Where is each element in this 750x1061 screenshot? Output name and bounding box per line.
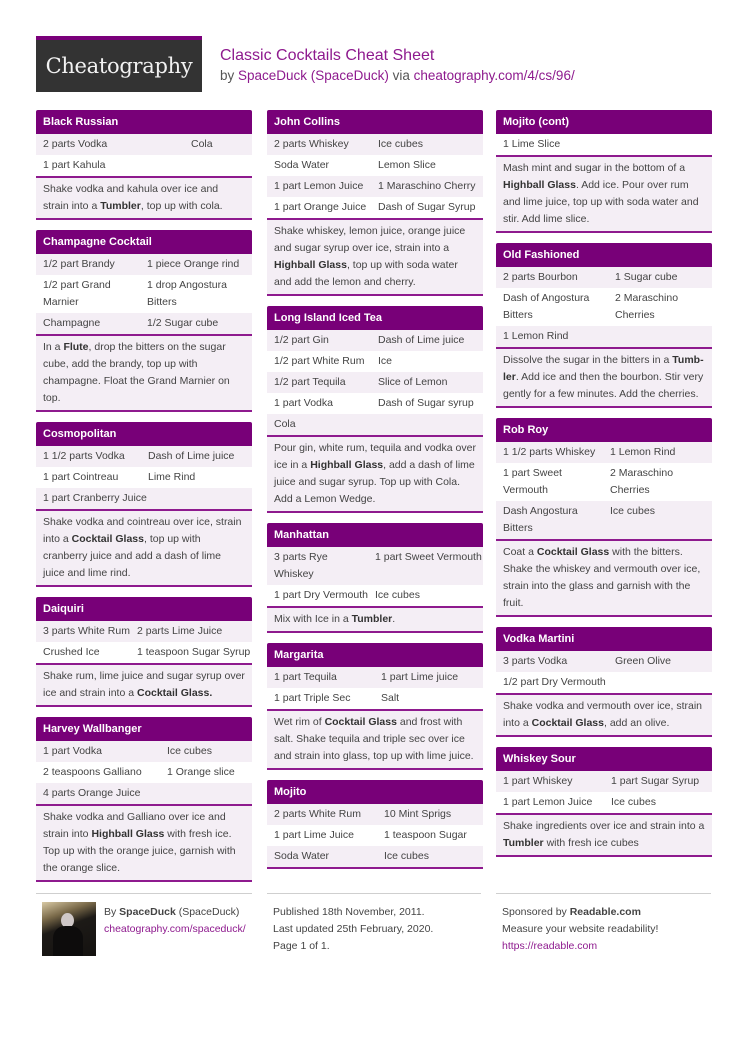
ingredient-row (36, 275, 252, 313)
section-title: Harvey Wallbanger (36, 717, 252, 741)
instruction-text: Shake vodka and kahula over ice and strain into a (43, 183, 219, 212)
section-daiquiri (36, 597, 252, 707)
ingredient-cell: Lemon Slice (378, 159, 436, 171)
instructions (496, 541, 712, 617)
ingredient-row (36, 642, 252, 663)
instruction-text: , top up with cola. (140, 200, 223, 212)
instruction-text: . Add ice and then the bourbon. Stir very gently for a few minutes. Add the cherries. (503, 371, 704, 400)
sponsor-link[interactable]: https://readable.com (502, 940, 598, 952)
ingredient-cell: Cola (191, 138, 213, 150)
ingredient-table (496, 134, 712, 157)
instruction-text: In a (43, 341, 64, 353)
section-long-island-iced-tea (267, 306, 483, 513)
ingredient-row (496, 326, 712, 347)
footer-dates (267, 893, 481, 955)
title-block (220, 46, 575, 85)
section-rob-roy (496, 418, 712, 617)
ingredient-cell: Lime Rind (148, 471, 196, 483)
ingredient-cell: 1 part Lemon Juice (274, 180, 364, 192)
ingredient-cell: 10 Mint Sprigs (384, 808, 452, 820)
ingredient-row (267, 134, 483, 155)
ingredient-cell: 3 parts Vodka (503, 655, 568, 667)
section-vodka-martini (496, 627, 712, 737)
section-title: Cosmopolitan (36, 422, 252, 446)
author-name: SpaceDuck (119, 906, 176, 918)
ingredient-cell: Dash of Lime juice (378, 334, 465, 346)
ingredient-cell: Salt (381, 692, 400, 704)
instructions (496, 695, 712, 737)
sponsor-name: Readable.com (569, 906, 641, 918)
ingredient-row (496, 288, 712, 326)
ingredient-cell: Ice cubes (167, 745, 212, 757)
ingredient-cell: Ice cubes (610, 505, 655, 517)
instruction-text: . (392, 613, 396, 625)
ingredient-row (36, 446, 252, 467)
ingredient-table (267, 134, 483, 220)
section-title: John Collins (267, 110, 483, 134)
ingredient-cell: Crushed Ice (43, 646, 100, 658)
ingredient-row (36, 155, 252, 176)
ingredient-cell: 2 parts White Rum (274, 808, 361, 820)
ingredient-table (496, 651, 712, 695)
ingredient-cell: Dash of Sugar syrup (378, 397, 474, 409)
ingredient-table (36, 621, 252, 665)
ingredient-row (496, 463, 712, 501)
instruction-text: Dissolve the sugar in the bitters in a (503, 354, 673, 366)
ingredient-cell: 1 teaspoon Sugar (384, 829, 467, 841)
ingredient-cell: 1 Lemon Rind (610, 446, 676, 458)
glass-type: Highball Glass (91, 828, 165, 840)
instructions (267, 608, 483, 633)
section-black-russian (36, 110, 252, 220)
ingredient-cell: 1 part Sugar Syrup (611, 775, 700, 787)
ingredient-cell: 1/2 Sugar cube (147, 317, 219, 329)
ingredient-cell: 1 part Cointreau (43, 471, 119, 483)
instruction-text: , top up with soda water and add the lemon and cherry. (274, 259, 458, 288)
section-title: Mojito (267, 780, 483, 804)
instruction-text: Shake vodka and vermouth over ice, strain into a (503, 700, 703, 729)
glass-type: Tumbler (351, 613, 393, 625)
ingredient-cell: 1 part Orange Juice (274, 201, 367, 213)
ingredient-cell: 1 part Lime Juice (274, 829, 354, 841)
section-title: Daiquiri (36, 597, 252, 621)
section-cosmopolitan (36, 422, 252, 587)
instruction-text: Pour gin, white rum, tequila and vodka over ice in a (274, 442, 476, 471)
ingredient-cell: 1 part Sweet Vermouth (375, 551, 482, 563)
ingredient-table (267, 547, 483, 608)
ingredient-cell: Ice cubes (384, 850, 429, 862)
ingredient-row (36, 488, 252, 509)
instructions (36, 178, 252, 220)
ingredient-cell: 1 part Vodka (274, 397, 333, 409)
ingredient-cell: 1 1/2 parts Vodka (43, 450, 125, 462)
glass-type: Highball Glass (503, 179, 576, 191)
ingredient-cell: 1 part Cranberry Juice (43, 492, 147, 504)
ingredient-row (267, 176, 483, 197)
ingredient-cell: 1 part Kahula (43, 159, 106, 171)
ingredient-row (267, 351, 483, 372)
sheet-url-link[interactable]: cheatography.com/4/cs/96/ (413, 68, 575, 83)
published-date: Published 18th November, 2011. (273, 906, 425, 918)
ingredient-cell: 2 parts Lime Juice (137, 625, 223, 637)
ingredient-cell: 1/2 part White Rum (274, 355, 365, 367)
ingredient-row (36, 313, 252, 334)
instructions (496, 349, 712, 408)
section-margarita (267, 643, 483, 770)
page-title[interactable]: Classic Cocktails Cheat Sheet (220, 47, 435, 64)
ingredient-cell: 1 part Dry Vermouth (274, 589, 368, 601)
ingredient-cell: 1 part Sweet Vermouth (503, 467, 562, 496)
ingredient-row (496, 267, 712, 288)
updated-date: Last updated 25th February, 2020. (273, 923, 434, 935)
ingredient-cell: Soda Water (274, 850, 330, 862)
ingredient-table (267, 330, 483, 437)
via-text: via (388, 68, 414, 83)
ingredient-cell: 1 part Vodka (43, 745, 102, 757)
ingredient-row (267, 804, 483, 825)
glass-type: Cocktail Glass. (136, 687, 213, 699)
ingredient-cell: 3 parts White Rum (43, 625, 130, 637)
ingredient-cell: 1 teaspoon Sugar Syrup (137, 646, 251, 658)
logo-text: Cheatography (45, 54, 193, 78)
sponsor-prefix: Sponsored by (502, 906, 570, 918)
ingredient-cell: Champagne (43, 317, 101, 329)
glass-type: Cocktail Glass (536, 546, 610, 558)
ingredient-cell: Dash Angostura Bitters (503, 505, 578, 534)
author-suffix: (SpaceDuck) (175, 906, 240, 918)
instruction-text: , drop the bitters on the sugar cube, add the brandy, top up with champagne. Float the Grand Marnier on top. (43, 341, 230, 404)
author-line (104, 904, 252, 921)
instruction-text: with fresh ice. Top up with the orange juice, garnish with the orange slice. (43, 828, 236, 874)
ingredient-row (267, 197, 483, 218)
instruction-text: and frost with salt. Shake tequila and triple sec over ice and strain into glass, top up with lime juice. (274, 716, 474, 762)
ingredient-cell: 1 part Whiskey (503, 775, 573, 787)
author-avatar[interactable] (42, 902, 96, 956)
ingredient-cell: Dash of Angostura Bitters (503, 292, 590, 321)
ingredient-cell: 1 Sugar cube (615, 271, 678, 283)
ingredient-cell: 1 Orange slice (167, 766, 235, 778)
section-title: Black Russian (36, 110, 252, 134)
glass-type: Highball Glass (310, 459, 384, 471)
page-footer (36, 893, 716, 963)
ingredient-row (267, 372, 483, 393)
ingredient-row (36, 254, 252, 275)
ingredient-cell: 1/2 part Gin (274, 334, 329, 346)
ingredient-row (267, 846, 483, 867)
section-title: Whiskey Sour (496, 747, 712, 771)
instruction-text: , add a dash of lime juice and sugar syrup. Top up with Cola. Add a Lemon Wedge. (274, 459, 475, 505)
glass-type: Cocktail Glass (71, 533, 144, 545)
ingredient-cell: 1 part Lime juice (381, 671, 459, 683)
ingredient-row (496, 501, 712, 539)
ingredient-row (267, 393, 483, 414)
ingredient-row (496, 442, 712, 463)
ingredient-cell: 2 Maraschino Cherries (610, 467, 674, 496)
ingredient-cell: 1/2 part Dry Vermouth (503, 676, 606, 688)
instructions (36, 336, 252, 412)
ingredient-cell: 1 drop Angostura Bitters (147, 279, 227, 308)
instruction-text: with fresh ice cubes (543, 837, 639, 849)
instruction-text: Shake whiskey, lemon juice, orange juice and sugar syrup over ice, strain into a (274, 225, 466, 254)
instructions (496, 815, 712, 857)
author-profile-link[interactable]: cheatography.com/spaceduck/ (104, 923, 246, 935)
ingredient-cell: Ice cubes (378, 138, 423, 150)
section-title: Margarita (267, 643, 483, 667)
ingredient-cell: Green Olive (615, 655, 672, 667)
section-title: Mojito (cont) (496, 110, 712, 134)
ingredient-cell: 2 parts Whiskey (274, 138, 349, 150)
ingredient-row (267, 155, 483, 176)
ingredient-cell: 1 part Lemon Juice (503, 796, 593, 808)
footer-author (36, 893, 252, 938)
section-old-fashioned (496, 243, 712, 408)
section-title: Vodka Martini (496, 627, 712, 651)
ingredient-row (267, 825, 483, 846)
page-number: Page 1 of 1. (273, 940, 330, 952)
ingredient-cell: Soda Water (274, 159, 330, 171)
instruction-text: Shake vodka and cointreau over ice, strain into a (43, 516, 242, 545)
section-harvey-wallbanger (36, 717, 252, 882)
glass-type: Flute (63, 341, 89, 353)
instruction-text: Mix with Ice in a (274, 613, 352, 625)
section-title: Rob Roy (496, 418, 712, 442)
ingredient-row (496, 134, 712, 155)
ingredient-cell: Dash of Lime juice (148, 450, 235, 462)
ingredient-cell: 2 Maraschino Cherries (615, 292, 679, 321)
column-1 (36, 110, 252, 892)
ingredient-cell: Ice cubes (611, 796, 656, 808)
section-whiskey-sour (496, 747, 712, 857)
ingredient-row (36, 783, 252, 804)
ingredient-row (496, 651, 712, 672)
glass-type: Tumb-ler (503, 354, 704, 383)
instructions (36, 806, 252, 882)
ingredient-cell: Dash of Sugar Syrup (378, 201, 476, 213)
column-2 (267, 110, 483, 879)
section-john-collins (267, 110, 483, 296)
ingredient-cell: 4 parts Orange Juice (43, 787, 141, 799)
instruction-text: . Add ice. Pour over rum and lime juice, top up with soda water and stir. Add lime slice. (503, 179, 699, 225)
ingredient-row (267, 688, 483, 709)
ingredient-table (36, 134, 252, 178)
section-mojito-cont (496, 110, 712, 233)
instruction-text: Mash mint and sugar in the bottom of a (503, 162, 686, 174)
instruction-text: Shake vodka and Galliano over ice and strain into (43, 811, 226, 840)
glass-type: Highball Glass (274, 259, 347, 271)
instruction-text: Coat a (503, 546, 537, 558)
ingredient-cell: Slice of Lemon (378, 376, 448, 388)
sponsor-line (502, 904, 711, 921)
instructions (36, 665, 252, 707)
ingredient-cell: Cola (274, 418, 296, 430)
instructions (267, 220, 483, 296)
ingredient-table (496, 442, 712, 541)
ingredient-table (496, 267, 712, 349)
ingredient-cell: 1 part Tequila (274, 671, 337, 683)
ingredient-cell: 1 part Triple Sec (274, 692, 351, 704)
ingredient-cell: 1/2 part Tequila (274, 376, 346, 388)
ingredient-table (36, 254, 252, 336)
instructions (267, 437, 483, 513)
cheatography-logo[interactable] (36, 36, 202, 92)
ingredient-table (267, 804, 483, 869)
instructions (496, 157, 712, 233)
section-title: Champagne Cocktail (36, 230, 252, 254)
section-manhattan (267, 523, 483, 633)
instructions (36, 511, 252, 587)
instruction-text: Wet rim of (274, 716, 325, 728)
ingredient-cell: Ice (378, 355, 393, 367)
ingredient-cell: 2 parts Bourbon (503, 271, 578, 283)
ingredient-cell: 1 Lemon Rind (503, 330, 569, 342)
footer-sponsor (496, 893, 711, 955)
instruction-text: , add an olive. (603, 717, 670, 729)
author-link[interactable]: SpaceDuck (SpaceDuck) (238, 68, 389, 83)
ingredient-row (267, 585, 483, 606)
ingredient-cell: 2 teaspoons Galliano (43, 766, 142, 778)
ingredient-row (496, 792, 712, 813)
ingredient-cell: 1/2 part Brandy (43, 258, 115, 270)
ingredient-row (496, 672, 712, 693)
ingredient-row (36, 134, 252, 155)
instruction-text: with the bitters. Shake the whiskey and vermouth over ice, strain into the glass and garnish with the fruit. (503, 546, 701, 609)
ingredient-cell: 1 piece Orange rind (147, 258, 240, 270)
glass-type: Cocktail Glass (531, 717, 604, 729)
section-champagne-cocktail (36, 230, 252, 412)
glass-type: Cocktail Glass (324, 716, 397, 728)
glass-type: Tumbler (503, 837, 544, 849)
ingredient-cell: 1 Maraschino Cherry (378, 180, 476, 192)
page-header (36, 36, 716, 92)
ingredient-cell: 1 Lime Slice (503, 138, 561, 150)
ingredient-row (267, 667, 483, 688)
ingredient-table (36, 446, 252, 511)
ingredient-table (36, 741, 252, 806)
instruction-text: Shake rum, lime juice and sugar syrup over ice and strain into a (43, 670, 245, 699)
ingredient-cell: 1/2 part Grand Marnier (43, 279, 111, 308)
ingredient-cell: 2 parts Vodka (43, 138, 108, 150)
ingredient-cell: 3 parts Rye Whiskey (274, 551, 328, 580)
sponsor-tagline: Measure your website readability! (502, 923, 659, 935)
section-mojito (267, 780, 483, 869)
section-title: Manhattan (267, 523, 483, 547)
ingredient-row (267, 414, 483, 435)
instruction-text: Shake ingredients over ice and strain into a (503, 820, 705, 832)
glass-type: Tumbler (100, 200, 141, 212)
ingredient-cell: Ice cubes (375, 589, 420, 601)
ingredient-table (267, 667, 483, 711)
section-title: Old Fashioned (496, 243, 712, 267)
by-prefix: by (220, 68, 239, 83)
ingredient-row (267, 547, 483, 585)
instruction-text: , top up with cranberry juice and add a dash of lime juice and lime rind. (43, 533, 222, 579)
byline (220, 67, 575, 85)
ingredient-row (267, 330, 483, 351)
ingredient-cell: 1 1/2 parts Whiskey (503, 446, 596, 458)
ingredient-table (496, 771, 712, 815)
ingredient-row (496, 771, 712, 792)
instructions (267, 711, 483, 770)
author-prefix: By (104, 906, 120, 918)
section-title: Long Island Iced Tea (267, 306, 483, 330)
ingredient-row (36, 741, 252, 762)
ingredient-row (36, 762, 252, 783)
ingredient-row (36, 467, 252, 488)
column-3 (496, 110, 712, 867)
ingredient-row (36, 621, 252, 642)
